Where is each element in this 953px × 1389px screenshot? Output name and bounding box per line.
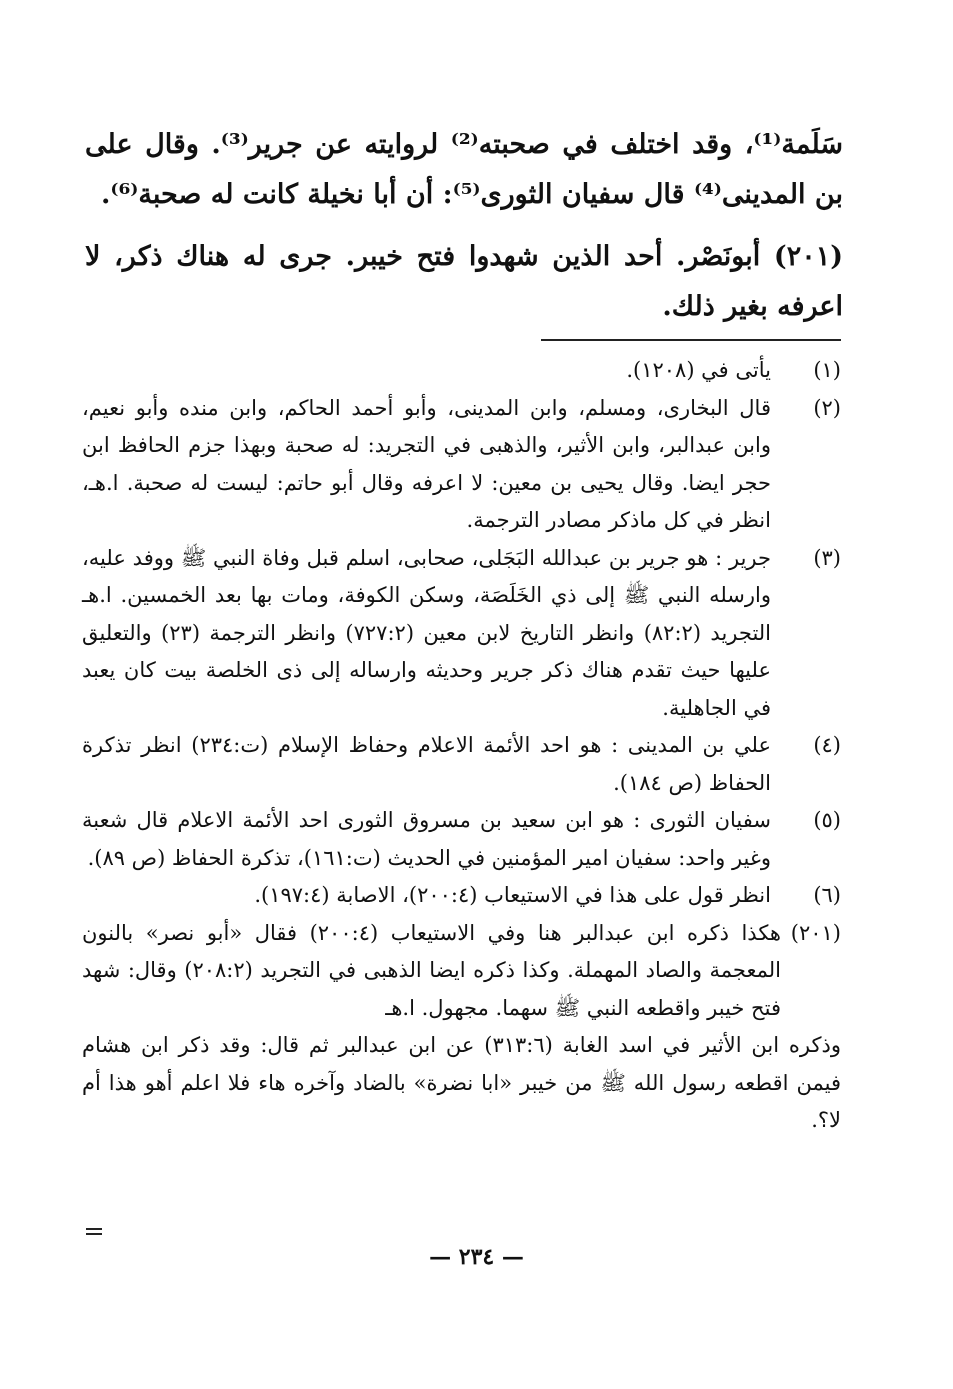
main-paragraph-1: سَلَمة⁽¹⁾، وقد اختلف في صحبته⁽²⁾ لروايته عن جرير⁽³⁾. وقال على بن المدينى⁽⁴⁾ قال سفيان الثورى⁽⁵⁾: أن أبا نخيلة كانت له صحبة⁽⁶⁾. bbox=[85, 129, 844, 210]
footnote-text: علي بن المدينى : هو احد الأئمة الاعلام وحفاظ الإسلام (ت:٢٣٤) انظر تذكرة الحفاظ (ص ١٨٤). bbox=[82, 733, 771, 795]
footnote-text: هكذا ذكره ابن عبدالبر هنا وفي الاستيعاب (٢٠٠:٤) فقال «أبو نصر» بالنون المعجمة والصاد المهملة. وكذا ذكره ايضا الذهبى في التجريد (٢٠٨:٢) وقال: شهد فتح خيبر واقطعه النبي ﷺ سهما. مجهول. ا.هـ bbox=[82, 920, 781, 1020]
main-text bbox=[85, 120, 843, 344]
footnote-separator bbox=[541, 339, 841, 341]
footnote-text: قال البخارى، ومسلم، وابن المدينى، وأبو أحمد الحاكم، وابن منده وأبو نعيم، وابن عبدالبر، وابن الأثير، والذهبى في التجريد: له صحبة وبهذا جزم الحافظ ابن حجر ايضا. وقال يحيى بن معين: لا اعرفه وقال أبو حاتم: ليست له صحبة. ا.هـ، انظر في كل ماذكر مصادر الترجمة. bbox=[82, 395, 771, 532]
footnote-6 bbox=[82, 877, 841, 915]
footnote-201-continuation bbox=[82, 1027, 841, 1140]
footnote-number: (١) bbox=[813, 358, 841, 382]
main-paragraph-2: (٢٠١) أبونَصْر. أحد الذين شهدوا فتح خيبر. جرى له هناك ذكر، لا اعرفه بغير ذلك. bbox=[85, 241, 843, 322]
footnote-3 bbox=[82, 540, 841, 728]
footnote-4 bbox=[82, 727, 841, 802]
footnote-201 bbox=[82, 915, 841, 1028]
footnote-number: (٣) bbox=[813, 545, 841, 570]
footnote-number: (٢٠١) bbox=[790, 920, 841, 945]
footnote-text: يأتى في (١٢٠٨). bbox=[626, 358, 771, 382]
footnote-number: (٥) bbox=[813, 808, 841, 832]
footnote-2 bbox=[82, 390, 841, 540]
footnote-1 bbox=[82, 352, 841, 390]
continuation-text: وذكره ابن الأثير في اسد الغابة (٣١٣:٦) عن ابن عبدالبر ثم قال: وقد ذكر ابن هشام فيمن اقطعه رسول الله ﷺ من خيبر «ابا نضرة» بالضاد وآخره هاء فلا اعلم أهو هذا أم لا؟. bbox=[82, 1033, 841, 1132]
footnote-number: (٤) bbox=[813, 733, 841, 757]
footnote-text: انظر قول على هذا في الاستيعاب (٢٠٠:٤)، الاصابة (١٩٧:٤). bbox=[254, 883, 771, 907]
page-number: — ٢٣٤ — bbox=[429, 1244, 524, 1270]
footnote-text: سفيان الثورى : هو ابن سعيد بن مسروق الثورى احد الأئمة الاعلام قال شعبة وغير واحد: سفيان امير المؤمنين في الحديث (ت:١٦١)، تذكرة الحفاظ (ص ٨٩). bbox=[82, 808, 771, 870]
footnote-text: جرير : هو جرير بن عبدالله البَجَلى، صحابى، اسلم قبل وفاة النبي ﷺ ووفد عليه، وارسله النبي ﷺ إلى ذي الخَلَصَة، وسكن الكوفة، ومات بها بعد الخمسين. ا.هـ التجريد (٨٢:٢) وانظر التاريخ لابن معين (٧٢٧:٢) وانظر الترجمة (٢٣) والتعليق عليها حيث تقدم هناك ذكر جرير وحديثه وارساله إلى ذى الخلصة بيت كان يعبد في الجاهلية. bbox=[82, 545, 772, 720]
footnotes bbox=[82, 352, 841, 1140]
continuation-mark bbox=[86, 1228, 102, 1235]
footnote-number: (٦) bbox=[813, 883, 841, 907]
footnote-5 bbox=[82, 802, 841, 877]
footnote-number: (٢) bbox=[813, 395, 841, 420]
